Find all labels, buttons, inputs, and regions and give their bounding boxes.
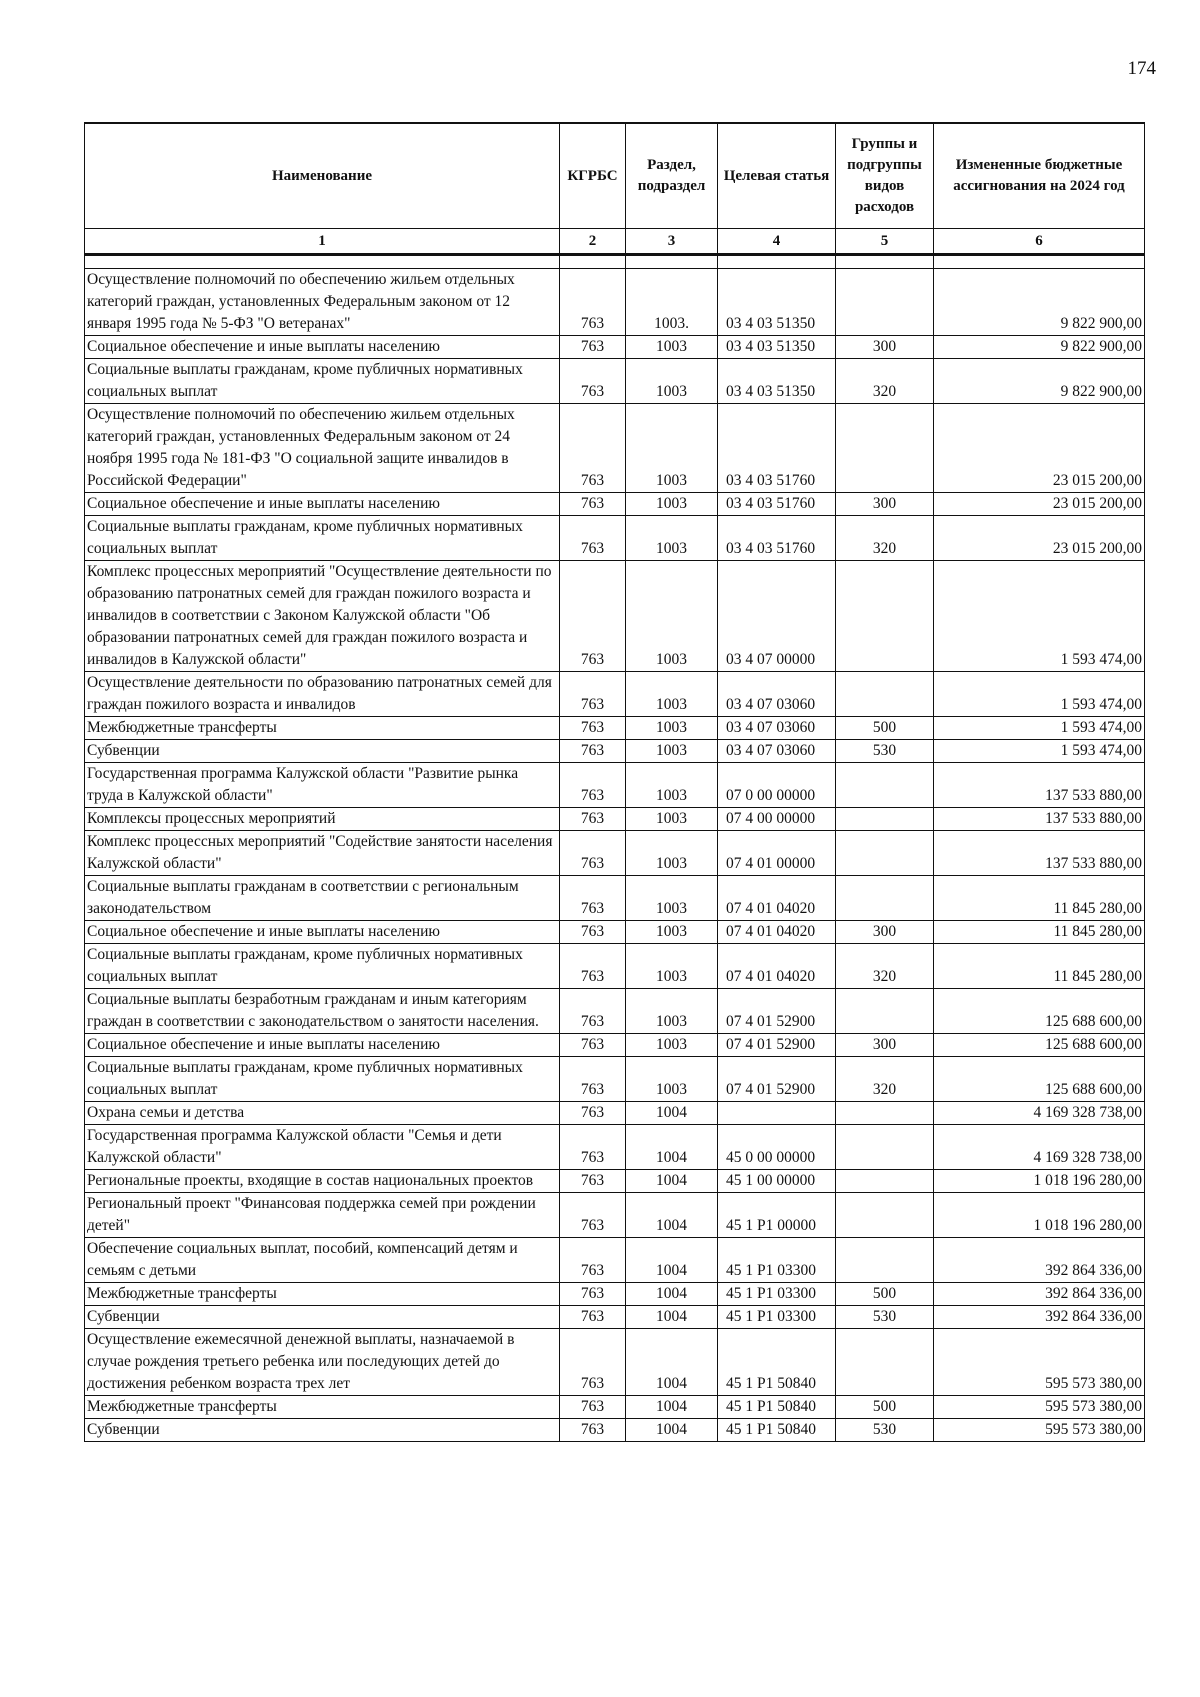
table-row [85,763,1145,808]
header-name: Наименование [85,123,560,229]
row-name: Социальные выплаты гражданам, кроме публичных нормативных социальных выплат [85,1057,560,1102]
row-kgrbs: 763 [560,808,626,831]
row-group [836,561,934,672]
row-group: 320 [836,516,934,561]
row-target: 07 4 01 52900 [718,989,836,1034]
row-section: 1003 [626,672,718,717]
row-name: Обеспечение социальных выплат, пособий, компенсаций детям и семьям с детьми [85,1238,560,1283]
row-target: 45 1 00 00000 [718,1170,836,1193]
row-target: 45 1 P1 50840 [718,1419,836,1442]
row-amount: 137 533 880,00 [934,831,1145,876]
row-kgrbs: 763 [560,561,626,672]
row-name: Государственная программа Калужской области "Развитие рынка труда в Калужской области" [85,763,560,808]
row-section: 1004 [626,1306,718,1329]
row-kgrbs: 763 [560,1306,626,1329]
row-kgrbs: 763 [560,1034,626,1057]
row-section: 1004 [626,1238,718,1283]
budget-table [84,122,1145,1442]
table-row [85,1396,1145,1419]
row-amount: 4 169 328 738,00 [934,1102,1145,1125]
row-group [836,1170,934,1193]
row-group [836,763,934,808]
table-row [85,808,1145,831]
row-group [836,831,934,876]
row-name: Региональный проект "Финансовая поддержка семей при рождении детей" [85,1193,560,1238]
row-amount: 137 533 880,00 [934,808,1145,831]
row-target: 03 4 03 51350 [718,359,836,404]
row-kgrbs: 763 [560,1193,626,1238]
row-target: 07 4 01 52900 [718,1057,836,1102]
table-row [85,717,1145,740]
table-row [85,1034,1145,1057]
row-group: 530 [836,1306,934,1329]
row-target: 07 0 00 00000 [718,763,836,808]
row-section: 1003 [626,717,718,740]
table-row [85,1306,1145,1329]
row-amount: 23 015 200,00 [934,493,1145,516]
row-section: 1003 [626,493,718,516]
table-row [85,1102,1145,1125]
row-section: 1003 [626,921,718,944]
row-section: 1003 [626,1034,718,1057]
row-name: Социальные выплаты безработным гражданам и иным категориям граждан в соответствии с законодательством о занятости населения. [85,989,560,1034]
row-amount: 125 688 600,00 [934,989,1145,1034]
column-number: 1 [85,229,560,255]
row-amount: 125 688 600,00 [934,1034,1145,1057]
row-group: 320 [836,944,934,989]
row-kgrbs: 763 [560,672,626,717]
table-row [85,831,1145,876]
row-name: Комплекс процессных мероприятий "Содействие занятости населения Калужской области" [85,831,560,876]
row-kgrbs: 763 [560,269,626,336]
row-kgrbs: 763 [560,944,626,989]
spacer-cell [836,255,934,269]
row-target: 03 4 03 51760 [718,516,836,561]
table-row [85,740,1145,763]
row-name: Комплексы процессных мероприятий [85,808,560,831]
row-kgrbs: 763 [560,1125,626,1170]
row-group [836,808,934,831]
row-group: 530 [836,740,934,763]
table-row [85,1238,1145,1283]
row-target: 07 4 01 04020 [718,921,836,944]
row-name: Социальное обеспечение и иные выплаты населению [85,921,560,944]
row-group: 300 [836,1034,934,1057]
row-amount: 125 688 600,00 [934,1057,1145,1102]
row-target: 03 4 03 51760 [718,404,836,493]
row-section: 1004 [626,1329,718,1396]
row-amount: 9 822 900,00 [934,336,1145,359]
row-amount: 23 015 200,00 [934,404,1145,493]
row-name: Осуществление полномочий по обеспечению жильем отдельных категорий граждан, установленных Федеральным законом от 12 января 1995 года № 5-ФЗ "О ветеранах" [85,269,560,336]
row-kgrbs: 763 [560,1419,626,1442]
spacer-cell [718,255,836,269]
row-target: 45 1 P1 03300 [718,1306,836,1329]
row-kgrbs: 763 [560,359,626,404]
row-group [836,672,934,717]
row-kgrbs: 763 [560,1396,626,1419]
row-section: 1003 [626,740,718,763]
row-amount: 9 822 900,00 [934,269,1145,336]
row-group [836,1102,934,1125]
row-section: 1003 [626,944,718,989]
row-kgrbs: 763 [560,763,626,808]
row-name: Социальные выплаты гражданам, кроме публичных нормативных социальных выплат [85,359,560,404]
column-number: 5 [836,229,934,255]
table-header [85,123,1145,255]
row-kgrbs: 763 [560,876,626,921]
table-row [85,921,1145,944]
row-target: 03 4 07 00000 [718,561,836,672]
table-row [85,1170,1145,1193]
row-target: 03 4 03 51350 [718,269,836,336]
table-row [85,1193,1145,1238]
row-group: 500 [836,1283,934,1306]
row-target: 03 4 07 03060 [718,740,836,763]
row-name: Комплекс процессных мероприятий "Осуществление деятельности по образованию патронатных семей для граждан пожилого возраста и инвалидов в соответствии с Законом Калужской области "Об образовании патронатных семей для граждан пожилого возраста и инвалидов в Калужской области" [85,561,560,672]
row-target: 45 1 P1 03300 [718,1238,836,1283]
row-section: 1003 [626,336,718,359]
row-section: 1003. [626,269,718,336]
row-target: 03 4 07 03060 [718,672,836,717]
row-target: 03 4 07 03060 [718,717,836,740]
table-row [85,1283,1145,1306]
row-name: Региональные проекты, входящие в состав национальных проектов [85,1170,560,1193]
row-kgrbs: 763 [560,989,626,1034]
row-group: 300 [836,921,934,944]
row-name: Межбюджетные трансферты [85,1396,560,1419]
spacer-cell [626,255,718,269]
row-amount: 392 864 336,00 [934,1306,1145,1329]
header-groups: Группы и подгруппы видов расходов [836,123,934,229]
row-section: 1003 [626,1057,718,1102]
row-group: 500 [836,717,934,740]
row-target: 45 1 P1 50840 [718,1396,836,1419]
row-name: Субвенции [85,1419,560,1442]
header-amount: Измененные бюджетные ассигнования на 2024 год [934,123,1145,229]
row-amount: 9 822 900,00 [934,359,1145,404]
row-section: 1004 [626,1283,718,1306]
row-group [836,1329,934,1396]
header-target: Целевая статья [718,123,836,229]
row-section: 1003 [626,359,718,404]
row-target [718,1102,836,1125]
column-number: 4 [718,229,836,255]
row-name: Государственная программа Калужской области "Семья и дети Калужской области" [85,1125,560,1170]
row-kgrbs: 763 [560,493,626,516]
row-name: Охрана семьи и детства [85,1102,560,1125]
row-group [836,404,934,493]
row-amount: 392 864 336,00 [934,1283,1145,1306]
row-name: Осуществление деятельности по образованию патронатных семей для граждан пожилого возраста и инвалидов [85,672,560,717]
table-row [85,1419,1145,1442]
row-kgrbs: 763 [560,717,626,740]
row-target: 45 1 P1 03300 [718,1283,836,1306]
row-kgrbs: 763 [560,336,626,359]
table-body [85,255,1145,1442]
row-section: 1003 [626,808,718,831]
row-group: 500 [836,1396,934,1419]
table-row [85,516,1145,561]
row-amount: 1 593 474,00 [934,672,1145,717]
table-row [85,672,1145,717]
page-number: 174 [1127,58,1156,79]
row-group: 320 [836,359,934,404]
row-kgrbs: 763 [560,740,626,763]
row-amount: 11 845 280,00 [934,944,1145,989]
row-amount: 595 573 380,00 [934,1329,1145,1396]
row-name: Субвенции [85,740,560,763]
row-group [836,269,934,336]
row-name: Социальные выплаты гражданам в соответствии с региональным законодательством [85,876,560,921]
table-row [85,359,1145,404]
row-section: 1004 [626,1396,718,1419]
column-number: 2 [560,229,626,255]
row-target: 07 4 01 04020 [718,944,836,989]
row-name: Субвенции [85,1306,560,1329]
row-amount: 595 573 380,00 [934,1396,1145,1419]
row-group [836,989,934,1034]
row-section: 1004 [626,1419,718,1442]
row-kgrbs: 763 [560,921,626,944]
column-number: 6 [934,229,1145,255]
row-section: 1004 [626,1102,718,1125]
row-name: Осуществление ежемесячной денежной выплаты, назначаемой в случае рождения третьего ребенка или последующих детей до достижения ребенком возраста трех лет [85,1329,560,1396]
row-target: 03 4 03 51350 [718,336,836,359]
row-target: 07 4 01 00000 [718,831,836,876]
row-amount: 11 845 280,00 [934,921,1145,944]
row-amount: 1 018 196 280,00 [934,1170,1145,1193]
row-kgrbs: 763 [560,1057,626,1102]
header-section: Раздел, подраздел [626,123,718,229]
row-name: Межбюджетные трансферты [85,717,560,740]
table-row [85,561,1145,672]
spacer-cell [934,255,1145,269]
row-group: 320 [836,1057,934,1102]
column-number: 3 [626,229,718,255]
row-kgrbs: 763 [560,516,626,561]
row-kgrbs: 763 [560,831,626,876]
table-row [85,1329,1145,1396]
row-group [836,1238,934,1283]
row-section: 1003 [626,876,718,921]
row-target: 45 1 P1 50840 [718,1329,836,1396]
row-group: 530 [836,1419,934,1442]
row-target: 45 1 P1 00000 [718,1193,836,1238]
row-section: 1004 [626,1193,718,1238]
row-name: Социальные выплаты гражданам, кроме публичных нормативных социальных выплат [85,516,560,561]
row-kgrbs: 763 [560,1102,626,1125]
table-row [85,876,1145,921]
row-kgrbs: 763 [560,1238,626,1283]
table-row [85,336,1145,359]
row-group: 300 [836,493,934,516]
row-kgrbs: 763 [560,1283,626,1306]
row-section: 1003 [626,831,718,876]
row-name: Социальное обеспечение и иные выплаты населению [85,336,560,359]
row-name: Социальное обеспечение и иные выплаты населению [85,1034,560,1057]
row-target: 07 4 01 52900 [718,1034,836,1057]
table-row [85,944,1145,989]
row-section: 1003 [626,561,718,672]
table-row [85,269,1145,336]
row-section: 1003 [626,989,718,1034]
row-amount: 1 593 474,00 [934,561,1145,672]
row-amount: 23 015 200,00 [934,516,1145,561]
table-row [85,1125,1145,1170]
row-group [836,1125,934,1170]
header-kgrbs: КГРБС [560,123,626,229]
row-target: 03 4 03 51760 [718,493,836,516]
row-group [836,1193,934,1238]
row-kgrbs: 763 [560,1170,626,1193]
row-name: Социальное обеспечение и иные выплаты населению [85,493,560,516]
row-amount: 137 533 880,00 [934,763,1145,808]
row-section: 1003 [626,516,718,561]
row-group [836,876,934,921]
spacer-cell [560,255,626,269]
table-row [85,493,1145,516]
row-kgrbs: 763 [560,404,626,493]
row-amount: 1 593 474,00 [934,717,1145,740]
row-amount: 11 845 280,00 [934,876,1145,921]
row-amount: 1 018 196 280,00 [934,1193,1145,1238]
row-amount: 1 593 474,00 [934,740,1145,763]
row-name: Осуществление полномочий по обеспечению жильем отдельных категорий граждан, установленных Федеральным законом от 24 ноября 1995 года № 181-ФЗ "О социальной защите инвалидов в Российской Федерации" [85,404,560,493]
row-name: Межбюджетные трансферты [85,1283,560,1306]
row-target: 07 4 00 00000 [718,808,836,831]
spacer-cell [85,255,560,269]
table-row [85,1057,1145,1102]
row-section: 1003 [626,763,718,808]
row-section: 1004 [626,1170,718,1193]
spacer-row [85,255,1145,269]
row-amount: 595 573 380,00 [934,1419,1145,1442]
row-section: 1004 [626,1125,718,1170]
table-row [85,989,1145,1034]
row-section: 1003 [626,404,718,493]
table-row [85,404,1145,493]
row-target: 45 0 00 00000 [718,1125,836,1170]
row-kgrbs: 763 [560,1329,626,1396]
row-group: 300 [836,336,934,359]
row-amount: 392 864 336,00 [934,1238,1145,1283]
row-amount: 4 169 328 738,00 [934,1125,1145,1170]
row-name: Социальные выплаты гражданам, кроме публичных нормативных социальных выплат [85,944,560,989]
row-target: 07 4 01 04020 [718,876,836,921]
